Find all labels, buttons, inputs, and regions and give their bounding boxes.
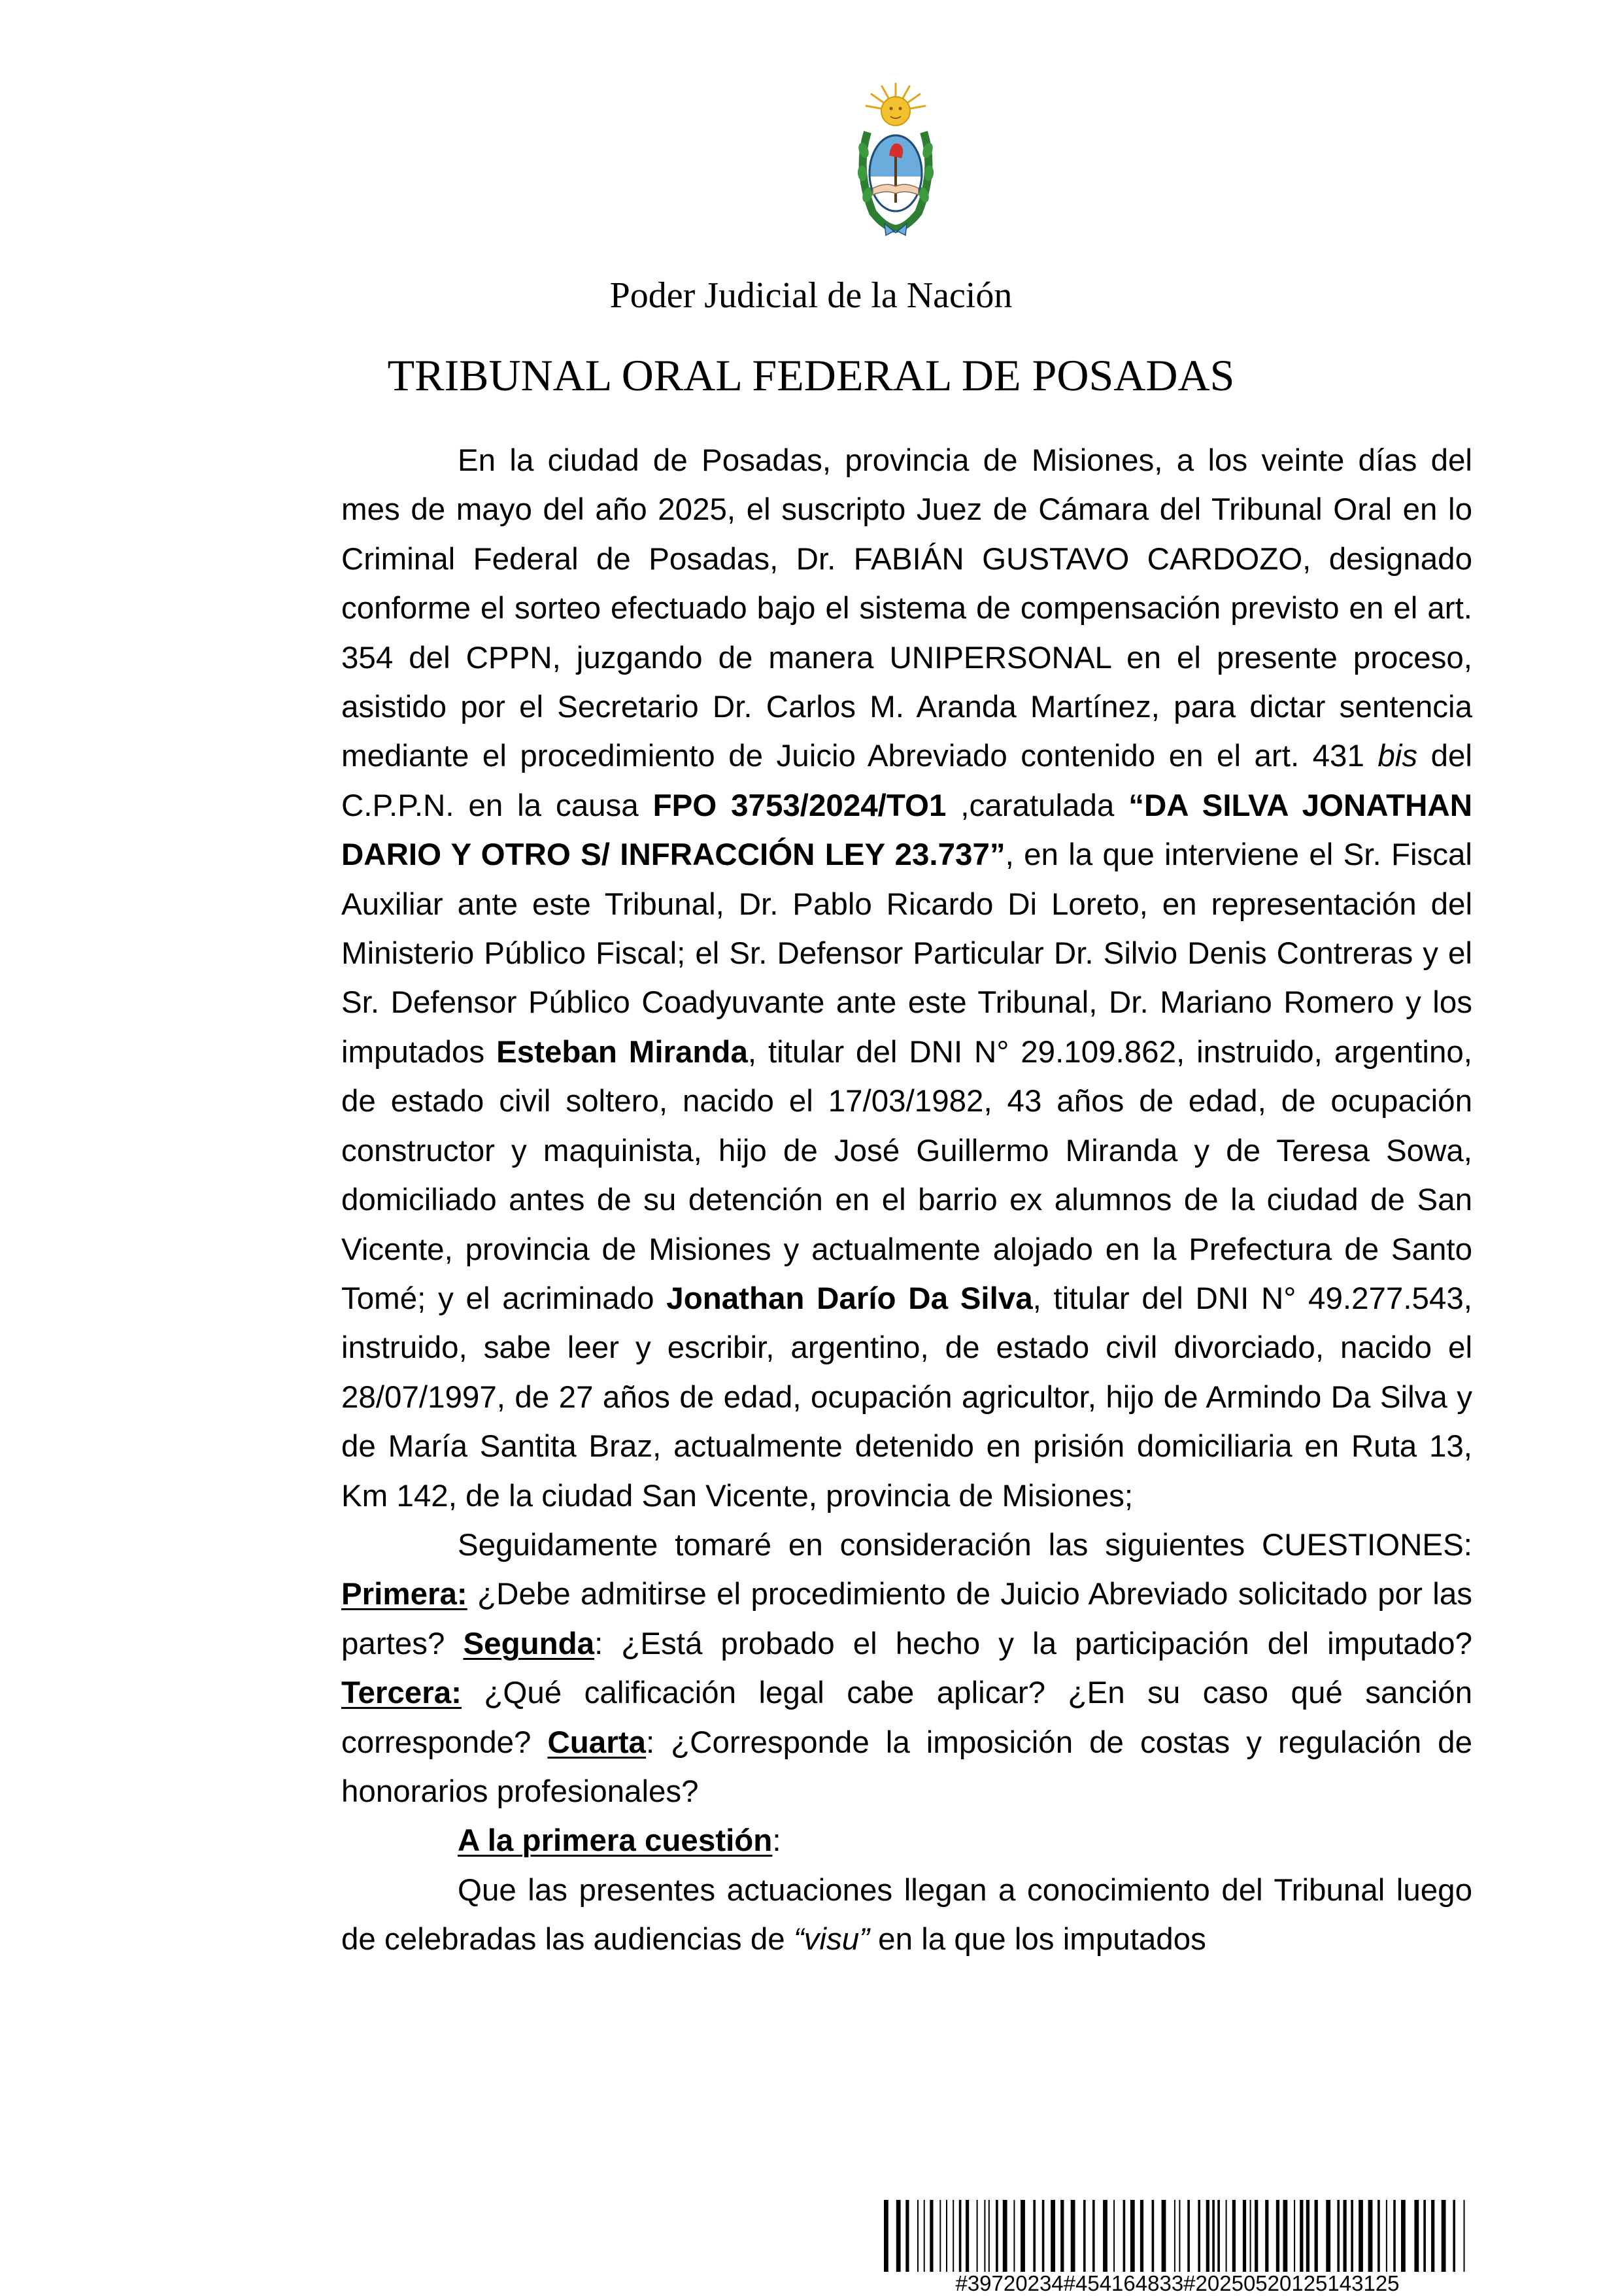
barcode-bar (1174, 2200, 1175, 2272)
barcode-bar (1276, 2200, 1279, 2272)
section-heading-colon: : (772, 1823, 781, 1859)
case-title: “DA SILVA JONATHAN DARIO Y OTRO S/ INFRACCIÓN LEY 23.737” (341, 788, 1472, 873)
barcode-bar (939, 2200, 941, 2272)
barcode-bar (1042, 2200, 1045, 2272)
barcode-bar (1243, 2200, 1246, 2272)
text-run: Que las presentes actuaciones llegan a conocimiento del Tribunal luego de celebradas las audiencias de (341, 1872, 1472, 1957)
barcode-bar (1250, 2200, 1251, 2272)
barcode-bar (1103, 2200, 1107, 2272)
question-1-label: Primera: (341, 1577, 467, 1612)
barcode-bar (1113, 2200, 1115, 2272)
text-run: , en la que interviene el Sr. Fiscal Auxiliar ante este Tribunal, Dr. Pablo Ricardo Di Loreto, en representación del Ministerio Público Fiscal; el Sr. Defensor Particular Dr. Silvio Denis Contreras y el Sr. Defensor Público Coadyuvante ante este Tribunal, Dr. Mariano Romero y los imputados (341, 837, 1472, 1070)
barcode-bar (1368, 2200, 1373, 2272)
barcode-bar (1051, 2200, 1055, 2272)
barcode-bar (1060, 2200, 1064, 2272)
barcode-bar (1083, 2200, 1086, 2272)
barcode-bar (1431, 2200, 1434, 2272)
barcode-bar (1033, 2200, 1036, 2272)
barcode-bar (1464, 2200, 1465, 2272)
barcode-bar (896, 2200, 901, 2272)
header-institution: Poder Judicial de la Nación (609, 275, 1013, 316)
barcode-bar (1306, 2200, 1309, 2272)
barcode-bar (1255, 2200, 1258, 2272)
barcode-bar (905, 2200, 909, 2272)
barcode-bar (1021, 2200, 1025, 2272)
barcode-bar (1326, 2200, 1330, 2272)
text-run: ,caratulada (946, 788, 1129, 823)
barcode-bar (959, 2200, 962, 2272)
section-heading (341, 1816, 1472, 1865)
text-run: , titular del DNI N° 29.109.862, instruido, argentino, de estado civil soltero, nacido el 17/03/1982, 43 años de edad, de ocupación constructor y maquinista, hijo de José Guillermo Miranda y de Teresa Sowa, domiciliado antes de su detención en el barrio ex alumnos de la ciudad de San Vicente, provincia de Misiones y actualmente alojado en la Prefectura de Santo Tomé; y el acriminado (341, 1034, 1472, 1316)
barcode-bar (1359, 2200, 1363, 2272)
barcode-bar (1283, 2200, 1288, 2272)
defendant-name-1: Esteban Miranda (496, 1034, 748, 1070)
text-run: En la ciudad de Posadas, provincia de Misiones, a los veinte días del mes de mayo del año 2025, el suscripto Juez de Cámara del Tribunal Oral en lo Criminal Federal de Posadas, Dr. FABIÁN GUSTAVO CARDOZO, designado conforme el sorteo efectuado bajo el sistema de compensación previsto en el art. 354 del CPPN, juzgando de manera UNIPERSONAL en el presente proceso, asistido por el Secretario Dr. Carlos M. Aranda Martínez, para dictar sentencia mediante el procedimiento de Juicio Abreviado contenido en el art. 431 (341, 443, 1472, 774)
question-1-text: ¿Debe admitirse el procedimiento de Juicio Abreviado solicitado por las partes? (341, 1577, 1472, 1661)
question-4-text: : ¿Corresponde la imposición de costas y regulación de honorarios profesionales? (341, 1725, 1472, 1809)
paragraph-questions (341, 1521, 1472, 1816)
barcode-bar (1232, 2200, 1236, 2272)
paragraph-first-question (341, 1866, 1472, 1965)
barcode-bar (1343, 2200, 1347, 2272)
section-heading-label: A la primera cuestión (458, 1823, 773, 1859)
barcode-bar (984, 2200, 985, 2272)
header-tribunal: TRIBUNAL ORAL FEDERAL DE POSADAS (387, 350, 1235, 400)
barcode-bar (1423, 2200, 1426, 2272)
barcode-bar (977, 2200, 978, 2272)
question-4-label: Cuarta (547, 1725, 646, 1760)
question-2-text: : ¿Está probado el hecho y la participación del imputado? (594, 1626, 1472, 1661)
barcode-bar (996, 2200, 998, 2272)
barcode-bar (1206, 2200, 1209, 2272)
barcode-bar (946, 2200, 947, 2272)
barcode-text: #39720234#454164833#20250520125143125 (955, 2271, 1400, 2295)
barcode-bar (1294, 2200, 1295, 2272)
barcode-bar (1393, 2200, 1396, 2272)
barcode-bar (953, 2200, 954, 2272)
barcode-bar (1401, 2200, 1406, 2272)
question-3-text: ¿Qué calificación legal cabe aplicar? ¿En su caso qué sanción corresponde? (341, 1676, 1472, 1760)
barcode-bar (1071, 2200, 1075, 2272)
barcode-bar (1179, 2200, 1180, 2272)
barcode-bar (1187, 2200, 1190, 2272)
barcode-bar (1351, 2200, 1353, 2272)
barcode-bar (1265, 2200, 1268, 2272)
barcode-bar (1442, 2200, 1446, 2272)
barcode-bar (1386, 2200, 1387, 2272)
defendant-name-2: Jonathan Darío Da Silva (666, 1281, 1033, 1316)
text-run: , titular del DNI N° 49.277.543, instruido, sabe leer y escribir, argentino, de estado civil divorciado, nacido el 28/07/1997, de 27 años de edad, ocupación agricultor, hijo de Armindo Da Silva y de María Santita Braz, actualmente detenido en prisión domiciliaria en Ruta 13, Km 142, de la ciudad San Vicente, provincia de Misiones; (341, 1281, 1472, 1513)
question-3-label: Tercera: (341, 1676, 462, 1711)
case-number: FPO 3753/2024/TO1 (652, 788, 947, 823)
question-2-label: Segunda (463, 1626, 595, 1661)
text-run-italic: bis (1377, 739, 1418, 774)
barcode-bar (1092, 2200, 1095, 2272)
barcode-bar (1152, 2200, 1155, 2272)
barcode-bar (1162, 2200, 1166, 2272)
barcode-bar (1337, 2200, 1340, 2272)
barcode-bar (930, 2200, 933, 2272)
paragraph-intro (341, 436, 1472, 1521)
barcode-bar (988, 2200, 990, 2272)
barcode-bar (1226, 2200, 1227, 2272)
barcode-bar (1140, 2200, 1143, 2272)
text-run: Seguidamente tomaré en consideración las siguientes CUESTIONES: (458, 1527, 1472, 1562)
barcode-bar (1377, 2200, 1380, 2272)
barcode-bar (1013, 2200, 1015, 2272)
argentina-coat-of-arms-icon (853, 78, 938, 242)
barcode-bar (1003, 2200, 1007, 2272)
barcode-bar (1123, 2200, 1126, 2272)
barcode-bar (1300, 2200, 1303, 2272)
barcode-bar (917, 2200, 919, 2272)
document-body (341, 436, 1472, 1965)
barcode-bar (1130, 2200, 1135, 2272)
barcode-bar (1315, 2200, 1318, 2272)
barcode-bar (1453, 2200, 1455, 2272)
barcode-bar (1212, 2200, 1215, 2272)
barcode-bar (884, 2200, 888, 2272)
text-run: en la que los imputados (869, 1922, 1206, 1957)
barcode-bar (924, 2200, 925, 2272)
barcode-bar (1217, 2200, 1220, 2272)
barcode-bar (966, 2200, 969, 2272)
barcode-icon (881, 2200, 1474, 2272)
barcode-bar (1414, 2200, 1419, 2272)
barcode-bar (1198, 2200, 1200, 2272)
text-run: del C.P.P.N. en la causa (341, 739, 1472, 823)
text-run-italic: “visu” (793, 1922, 870, 1957)
